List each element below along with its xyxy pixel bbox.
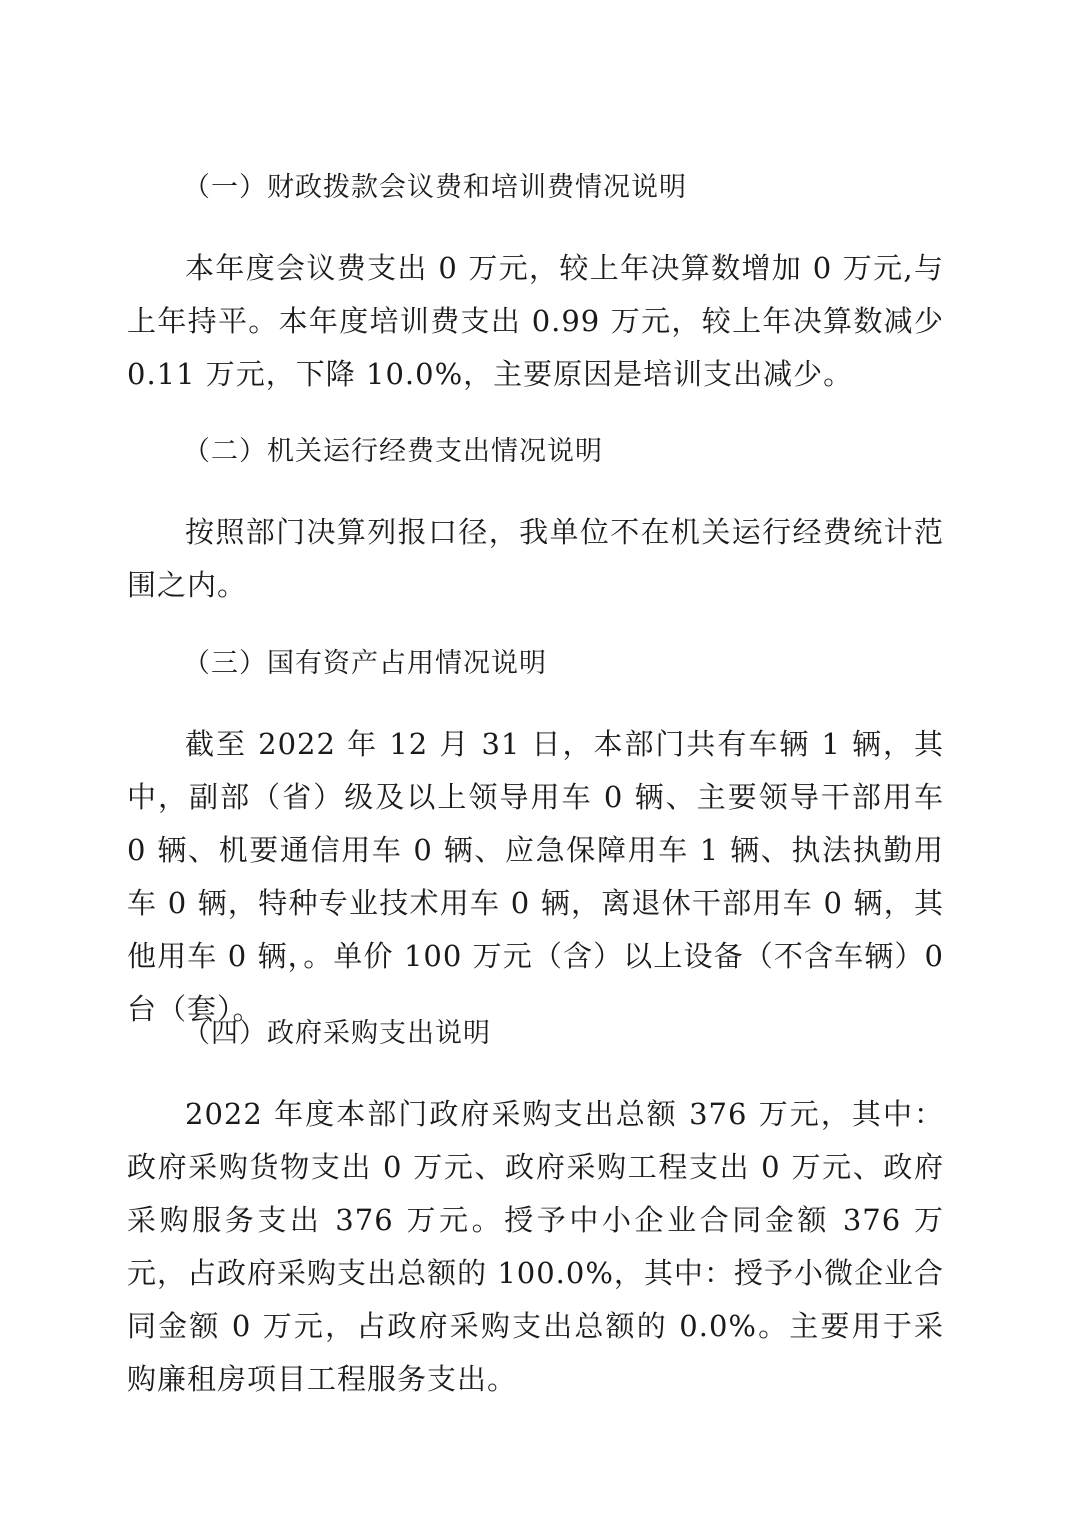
section-4-heading: （四）政府采购支出说明 [183, 1018, 491, 1049]
section-3-heading: （三）国有资产占用情况说明 [183, 648, 547, 679]
section-2-paragraph: 按照部门决算列报口径，我单位不在机关运行经费统计范围之内。 [127, 515, 944, 602]
section-4-paragraph: 2022 年度本部门政府采购支出总额 376 万元，其中：政府采购货物支出 0 万元、政府采购工程支出 0 万元、政府采购服务支出 376 万元。授予中小企业合同金额 376 万元，占政府采购支出总额的 100.0%，其中：授予小微企业合同金额 0 万元，占政府采购支出总额的 0.0%。主要用于采购廉租房项目工程服务支出。 [127, 1097, 944, 1396]
section-1-heading: （一）财政拨款会议费和培训费情况说明 [183, 172, 687, 203]
section-2-heading: （二）机关运行经费支出情况说明 [183, 436, 603, 467]
section-1-paragraph: 本年度会议费支出 0 万元，较上年决算数增加 0 万元,与上年持平。本年度培训费支出 0.99 万元，较上年决算数减少 0.11 万元，下降 10.0%，主要原因是培训支出减少。 [127, 251, 944, 391]
section-3-paragraph: 截至 2022 年 12 月 31 日，本部门共有车辆 1 辆，其中，副部（省）级及以上领导用车 0 辆、主要领导干部用车 0 辆、机要通信用车 0 辆、应急保障用车 1 辆、执法执勤用车 0 辆，特种专业技术用车 0 辆，离退休干部用车 0 辆，其他用车 0 辆，。单价 100 万元（含）以上设备（不含车辆）0 台（套）。 [127, 727, 944, 1026]
